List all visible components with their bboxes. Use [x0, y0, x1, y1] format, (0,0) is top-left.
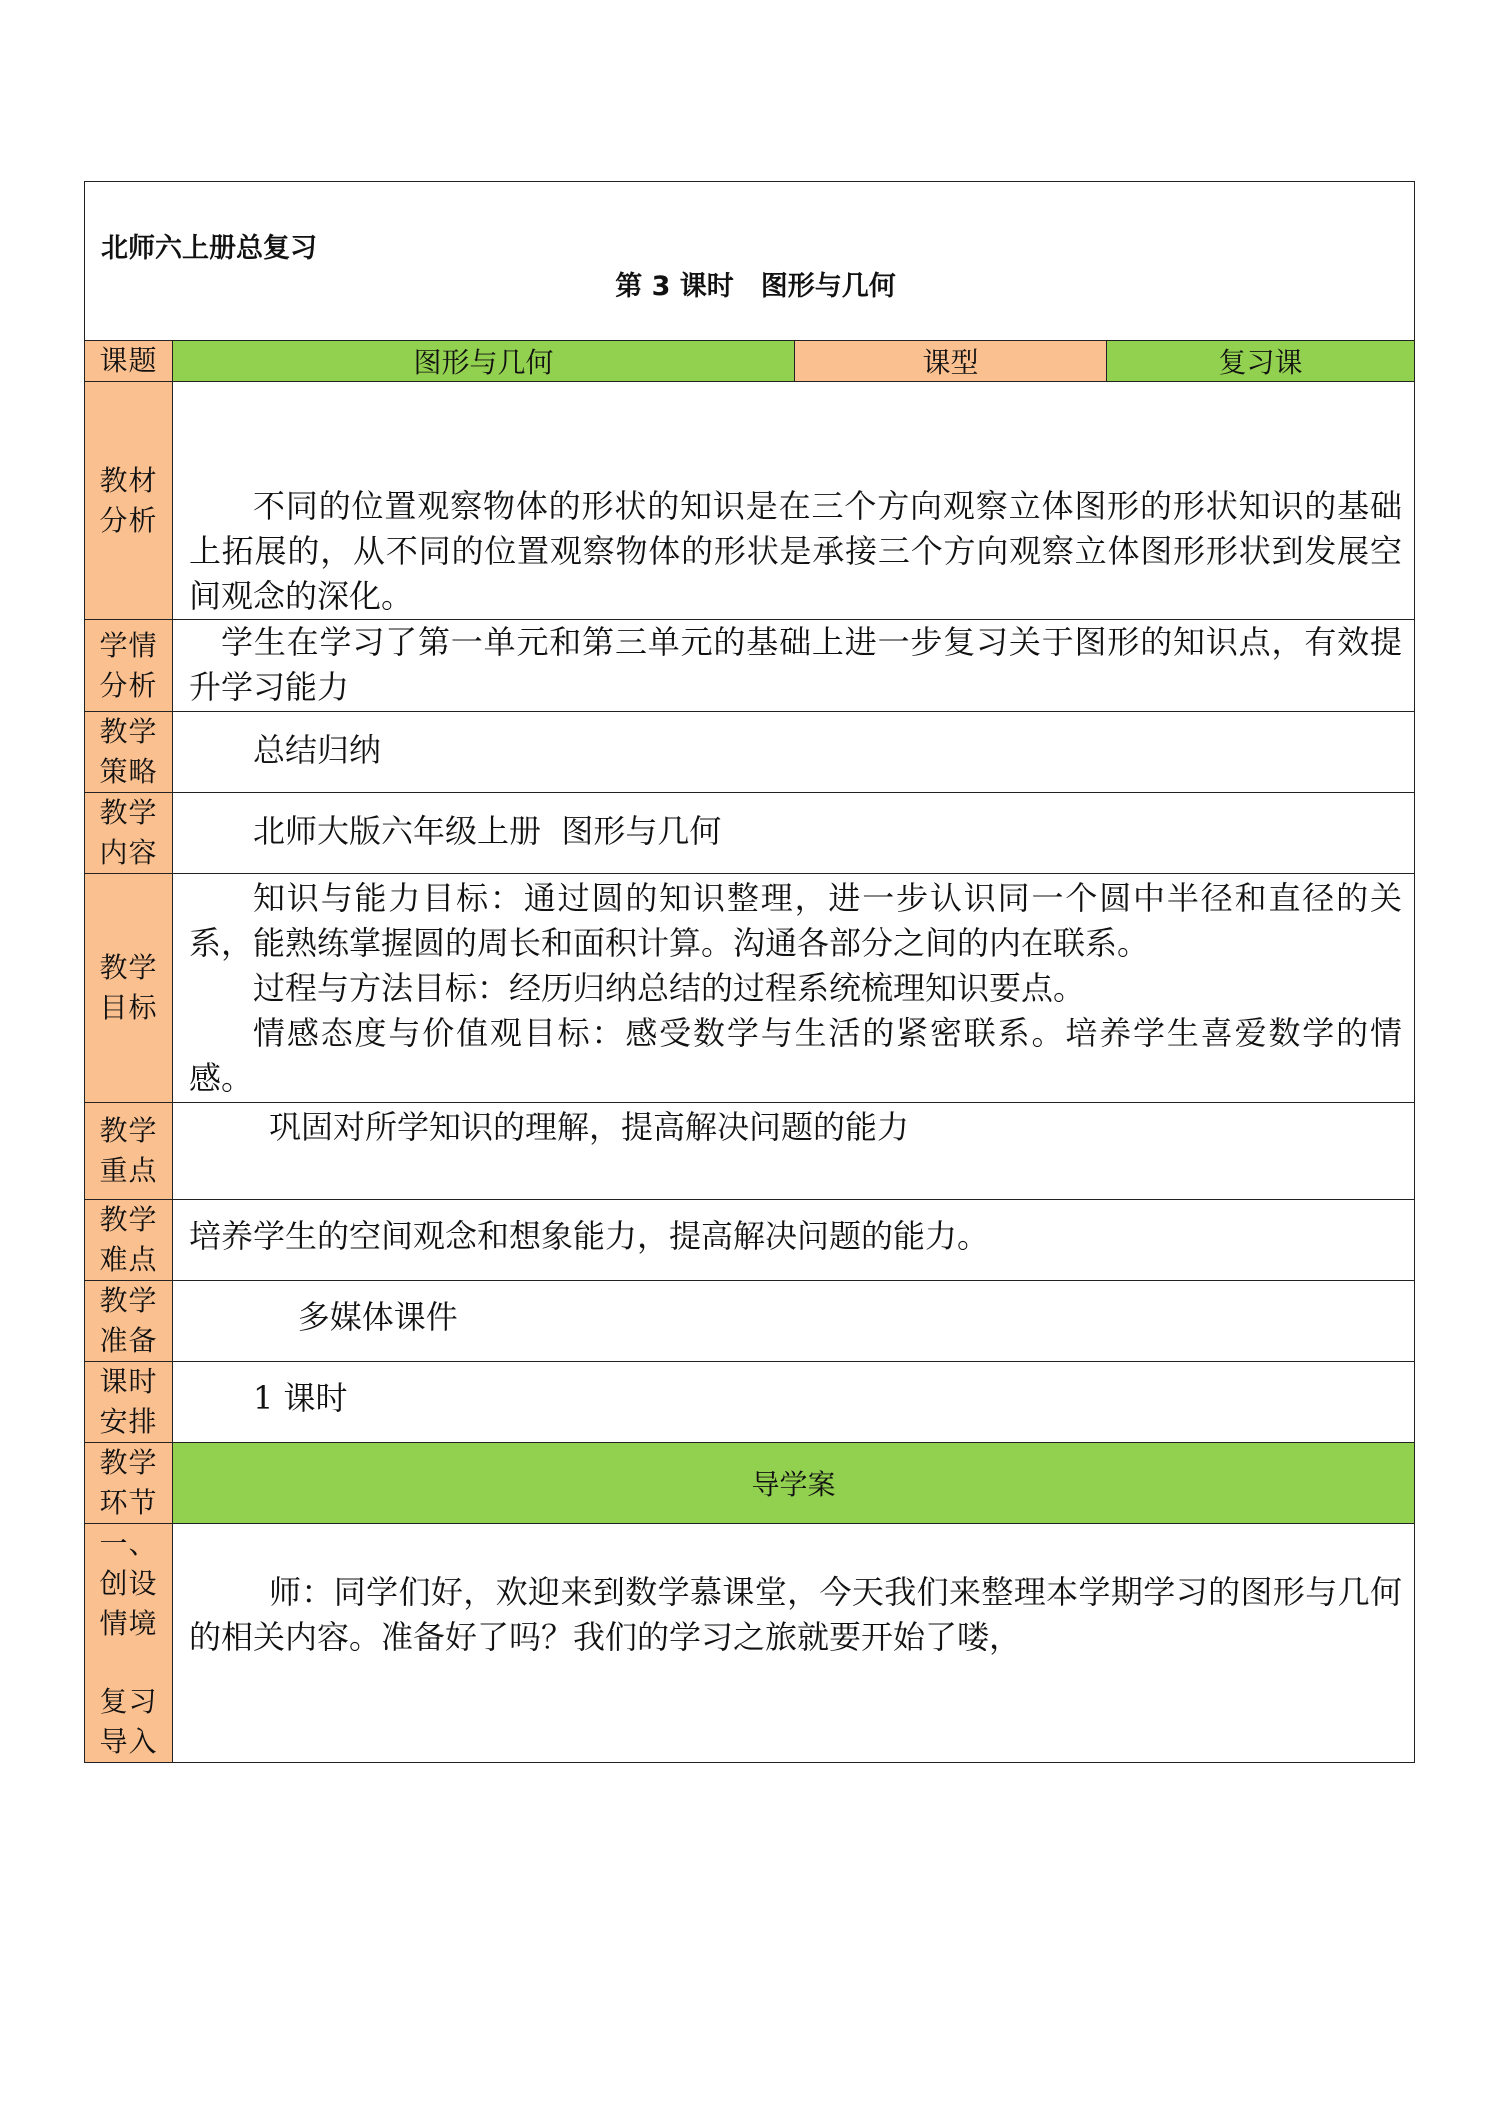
- goal-knowledge: 知识与能力目标：通过圆的知识整理，进一步认识同一个圆中半径和直径的关系，能熟练掌握圆的周长和面积计算。沟通各部分之间的内在联系。: [189, 879, 1402, 962]
- row-intro: [85, 1524, 1415, 1763]
- row-content-cell: [173, 793, 1415, 874]
- row-students: [85, 620, 1415, 712]
- row-material: [85, 382, 1415, 620]
- goal-process: 过程与方法目标：经历归纳总结的过程系统梳理知识要点。: [253, 969, 1086, 1007]
- material-text: 不同的位置观察物体的形状的知识是在三个方向观察立体图形的形状知识的基础上拓展的，从不同的位置观察物体的形状是承接三个方向观察立体图形形状到发展空间观念的深化。: [189, 487, 1402, 615]
- row-content: [85, 793, 1415, 874]
- stage-value: 导学案: [173, 1443, 1415, 1524]
- type-label: 课型: [795, 341, 1107, 382]
- doc-title: 第 3 课时 图形与几何: [615, 271, 896, 302]
- lesson-plan-table: [84, 181, 1415, 1763]
- row-content: [173, 874, 1415, 1103]
- row-stage: [85, 1443, 1415, 1524]
- key-points-text: 巩固对所学知识的理解，提高解决问题的能力: [269, 1108, 910, 1146]
- strategy-text: 总结归纳: [253, 731, 382, 769]
- row-label: 教学 重点: [85, 1103, 173, 1200]
- row-content: [173, 620, 1415, 712]
- row-label: 教材 分析: [85, 382, 173, 620]
- type-value: 复习课: [1107, 341, 1415, 382]
- students-text: 学生在学习了第一单元和第三单元的基础上进一步复习关于图形的知识点，有效提升学习能力: [189, 623, 1402, 706]
- row-label: 教学 策略: [85, 712, 173, 793]
- row-difficulties: [85, 1200, 1415, 1281]
- goal-emotion: 情感态度与价值观目标：感受数学与生活的紧密联系。培养学生喜爱数学的情感。: [189, 1014, 1402, 1097]
- row-content: [173, 1200, 1415, 1281]
- row-label: 教学 内容: [85, 793, 173, 874]
- topic-row: [85, 341, 1415, 382]
- doc-series: 北师六上册总复习: [101, 233, 317, 264]
- topic-label: 课题: [85, 341, 173, 382]
- header-row: [85, 182, 1415, 341]
- row-content: [173, 1362, 1415, 1443]
- schedule-text: 1 课时: [253, 1379, 348, 1417]
- row-content: [173, 1281, 1415, 1362]
- difficulties-text: 培养学生的空间观念和想象能力，提高解决问题的能力。: [189, 1217, 990, 1255]
- row-label: 一、 创设 情境 复习 导入: [85, 1524, 173, 1763]
- row-label: 教学 环节: [85, 1443, 173, 1524]
- topic-value: 图形与几何: [173, 341, 795, 382]
- row-strategy: [85, 712, 1415, 793]
- row-content: [173, 1524, 1415, 1763]
- row-content: [173, 712, 1415, 793]
- content-text: 北师大版六年级上册 图形与几何: [253, 812, 722, 850]
- row-schedule: [85, 1362, 1415, 1443]
- row-key-points: [85, 1103, 1415, 1200]
- header-cell: [85, 182, 1415, 341]
- row-label: 学情 分析: [85, 620, 173, 712]
- row-content: [173, 1103, 1415, 1200]
- row-label: 教学 难点: [85, 1200, 173, 1281]
- row-label: 课时 安排: [85, 1362, 173, 1443]
- row-label: 教学 准备: [85, 1281, 173, 1362]
- row-label: 教学 目标: [85, 874, 173, 1103]
- row-preparation: [85, 1281, 1415, 1362]
- row-content: [173, 382, 1415, 620]
- preparation-text: 多媒体课件: [297, 1298, 458, 1336]
- row-goals: [85, 874, 1415, 1103]
- intro-text: 师：同学们好，欢迎来到数学慕课堂，今天我们来整理本学期学习的图形与几何的相关内容。准备好了吗？我们的学习之旅就要开始了喽，: [189, 1573, 1402, 1656]
